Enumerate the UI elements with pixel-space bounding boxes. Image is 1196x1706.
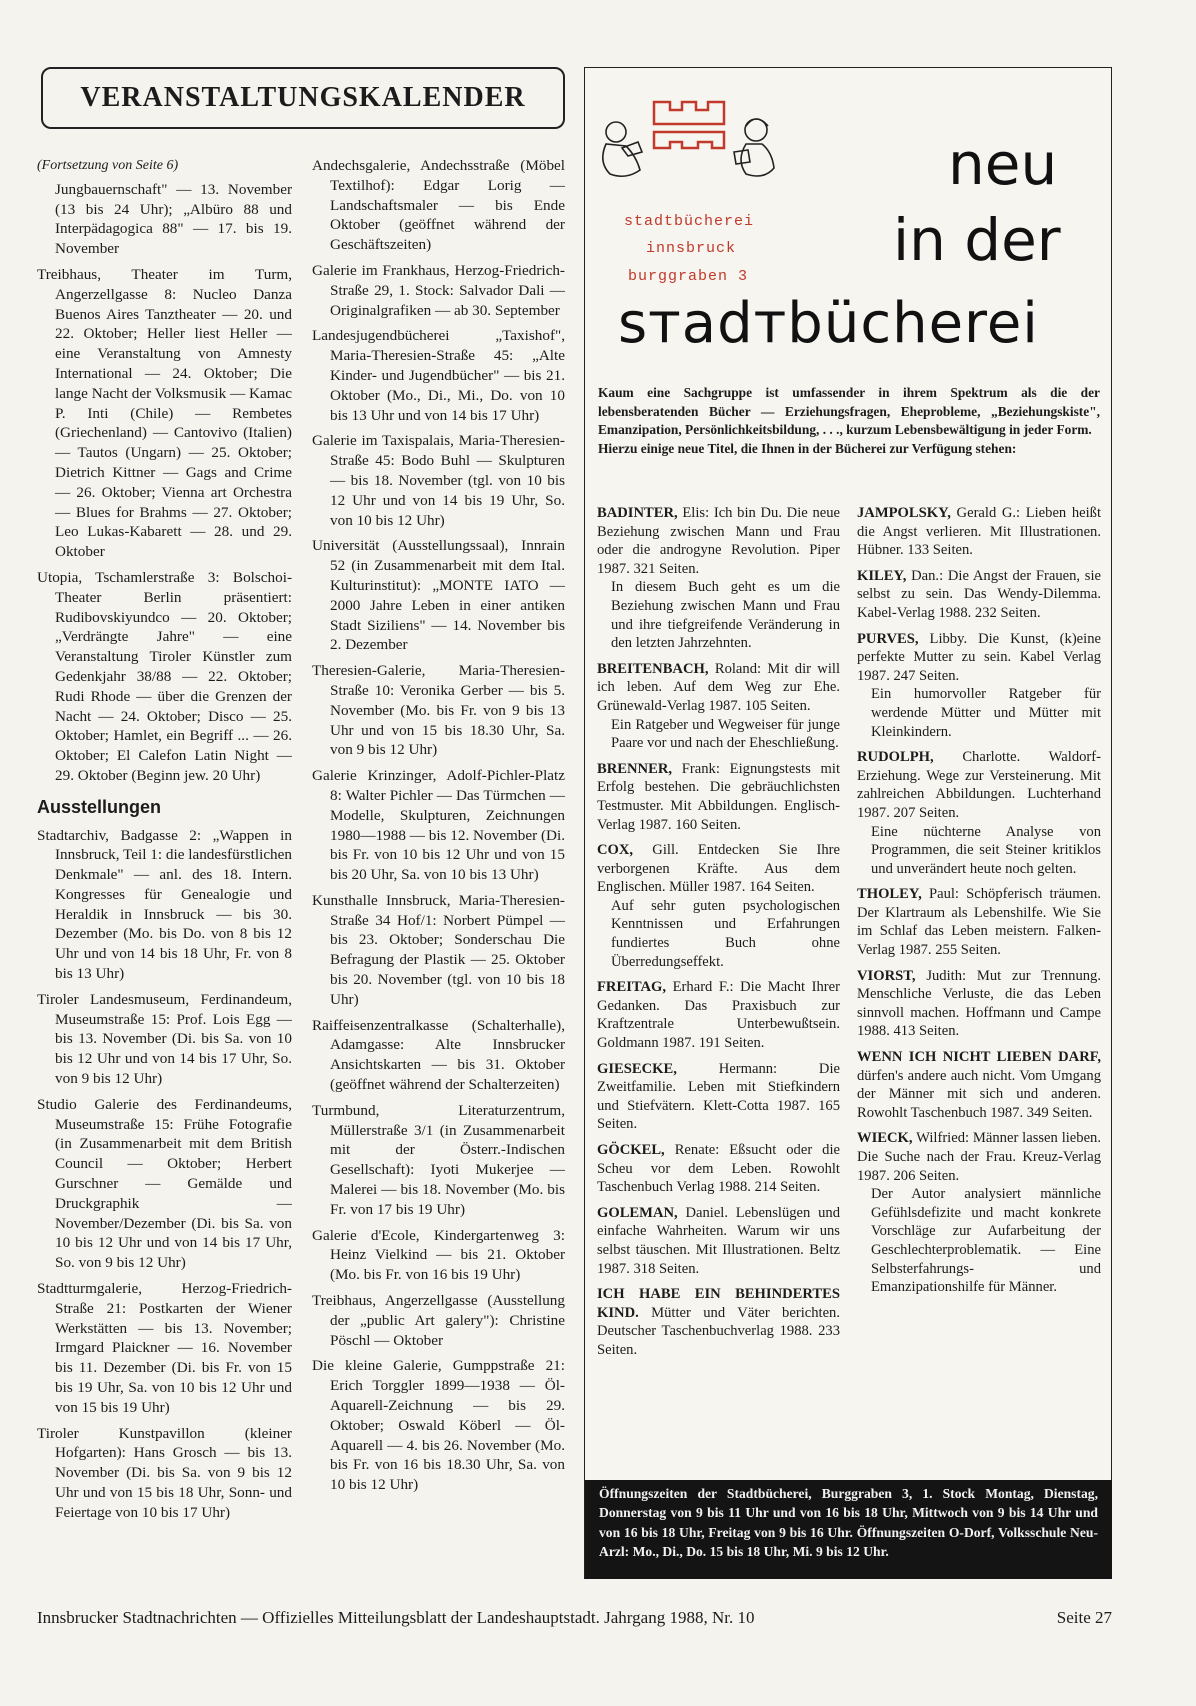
exhibition-entry: Kunsthalle Innsbruck, Maria-Theresien-Straße 34 Hof/1: Norbert Pümpel — bis 23. Oktober; Sonderschau Die Befragung der Plastik — 25. Oktober bis 20. November (tgl. von 10 bis 18 Uhr) — [312, 891, 565, 1008]
exhibition-entry: Tiroler Kunstpavillon (kleiner Hofgarten): Hans Grosch — bis 13. November (Di. bis Sa. von 9 bis 12 Uhr und von 15 bis 18 Uhr, Sonn- und Feiertage von 10 bis 17 Uhr) — [37, 1424, 292, 1521]
book-entry — [857, 630, 1101, 742]
book-details: Hermann: Die Zweitfamilie. Leben mit Stiefkindern und Stiefvätern. Klett-Cotta 1987. 165 Seiten. — [597, 1060, 840, 1133]
book-details: Renate: Eßsucht oder die Scheu vor dem Leben. Rowohlt Taschenbuch Verlag 1988. 214 Seiten. — [597, 1142, 840, 1196]
ad-intro-text-2: Hierzu einige neue Titel, die Ihnen in der Bücherei zur Verfügung stehen: — [598, 440, 1017, 456]
ad-intro-text: Kaum eine Sachgruppe ist umfassender in ihrem Spektrum als die der lebensberatenden Bücher — Erziehungsfragen, Eheprobleme, „Beziehungskiste", Emanzipation, Persönlichkeitsbildung, . . ., kurzum Lebensbewältigung in jeder Form. — [598, 385, 1100, 437]
exhibition-entry: Galerie im Taxispalais, Maria-Theresien-Straße 45: Bodo Buhl — Skulpturen — bis 18. November (tgl. von 10 bis 12 Uhr und von 14 bis 19 Uhr, So. von 10 bis 12 Uhr) — [312, 432, 565, 529]
calendar-entry: Jungbauernschaft" — 13. November (13 bis 24 Uhr); „Albüro 88 und Interpädagogica 88" — 17. bis 19. November — [55, 180, 292, 258]
castle-wall-icon — [654, 132, 724, 148]
book-entry — [597, 760, 840, 834]
book-details: Dan.: Die Angst der Frauen, sie selbst zu sein. Das Wendy-Dilemma. Kabel-Verlag 1988. 232 Seiten. — [857, 567, 1101, 621]
book-description: Ein Ratgeber und Wegweiser für junge Paare vor und nach der Eheschließung. — [611, 716, 840, 752]
ad-intro — [598, 384, 1100, 458]
book-author: VIORST, — [857, 967, 916, 984]
book-details: Gerald G.: Lieben heißt die Angst verlieren. Mit Illustrationen. Hübner. 133 Seiten. — [857, 505, 1101, 559]
book-author: FREITAG, — [597, 979, 667, 996]
reader-right-icon — [734, 119, 774, 176]
footer-page-number: Seite 27 — [1056, 1608, 1112, 1627]
book-entry — [597, 1285, 840, 1359]
exhibition-entry: Studio Galerie des Ferdinandeums, Museumstraße 15: Frühe Fotografie (in Zusammenarbeit mit dem British Council — Oktober; Herbert Gurschner — Gemälde und Druckgraphik — November/Dezember (Di. bis Sa. von 10 bis 12 Uhr und von 14 bis 17 Uhr, So. von 9 bis 12 Uhr) — [37, 1095, 292, 1272]
book-author: JAMPOLSKY, — [857, 505, 951, 521]
book-details: Daniel. Lebenslügen und einfache Wahrheiten. Warum wir uns selbst täuschen. Mit Illustrationen. Beltz 1987. 318 Seiten. — [597, 1204, 840, 1277]
calendar-column-2 — [312, 156, 565, 1501]
book-author: WENN ICH NICHT LIEBEN DARF, — [857, 1049, 1101, 1066]
exhibition-entry: Stadtturmgalerie, Herzog-Friedrich-Straße 21: Postkarten der Wiener Werkstätten — bis 13. November; Irmgard Plaickner — 16. November bis 11. Dezember (Di. bis Fr. von 15 bis 19 Uhr, Sa. von 10 bis 12 Uhr und von 15 bis 19 Uhr) — [37, 1280, 292, 1416]
book-author: GÖCKEL, — [597, 1142, 665, 1158]
book-details: Paul: Schöpferisch träumen. Der Klartraum als Lebenshilfe. Wie Sie im Schlaf das Leben meistern. Falken-Verlag 1987. 255 Seiten. — [857, 886, 1102, 959]
book-details: Judith: Mut zur Trennung. Menschliche Verluste, die das Leben sinnvoll machen. Hoffmann und Campe 1988. 413 Seiten. — [857, 967, 1101, 1040]
reader-left-icon — [603, 122, 642, 176]
book-entry — [857, 1048, 1101, 1122]
book-entry — [857, 567, 1101, 623]
exhibition-entry: Galerie d'Ecole, Kindergartenweg 3: Heinz Vielkind — bis 21. Oktober (Mo. bis Fr. von 16 bis 19 Uhr) — [312, 1226, 565, 1284]
book-author: COX, — [597, 842, 634, 859]
headline-neu: neu — [948, 130, 1058, 198]
book-details: Charlotte. Waldorf-Erziehung. Wege zur Versteinerung. Mit zahlreichen Abbildungen. Luchterhand 1987. 207 Seiten. — [857, 749, 1101, 821]
book-entry — [597, 1204, 840, 1278]
book-entry — [857, 504, 1101, 560]
library-name: stadtbücherei — [624, 213, 755, 230]
book-author: BADINTER, — [597, 505, 678, 521]
headline-stadtbuecherei: sтadтbücherei — [618, 291, 1039, 356]
book-author: ICH HABE EIN BEHINDERTES KIND. — [597, 1286, 840, 1321]
calendar-column-1 — [37, 156, 292, 1529]
calendar-entry: Treibhaus, Theater im Turm, Angerzellgasse 8: Nucleo Danza Buenos Aires Tanztheater — 20. und 22. Oktober; Heller liest Heller — eine Veranstaltung von Amnesty International — 24. Oktober; Die lange Nacht der Volksmusik — Kamac P. Inti (Chile) — Rembetes (Griechenland) — Cantovivo (Italien) — Tautos (Ungarn) — 25. Oktober; Dietrich Kittner — Gags and Crime — 26. Oktober; Vienna art Orchestra — Blues for Brahms — 27. Oktober; Leo Lukas-Kabarett — 28. und 29. Oktober — [37, 265, 292, 561]
section-heading-exhibitions: Ausstellungen — [37, 796, 162, 817]
castle-top-icon — [654, 102, 724, 124]
book-list-column-2 — [857, 504, 1101, 1304]
calendar-entry: Utopia, Tschamlerstraße 3: Bolschoi-Theater Berlin präsentiert: Rudibovskiyundco — 20. Oktober; „Verdrängte Jahre" — eine Veranstaltung Tiroler Künstler zum Gedenkjahr 38/88 — 22. Oktober; Rudi Rhode — über die Grenzen der Nacht — 24. Oktober; Disco — 25. Oktober; Hamlet, ein Begriff ... — 26. Oktober; El Calefon Latin Night — 29. Oktober (Beginn jew. 20 Uhr) — [37, 568, 292, 784]
book-details: Roland: Mit dir will ich leben. Auf dem Weg zur Ehe. Grünewald-Verlag 1987. 105 Seiten. — [597, 660, 841, 714]
book-details: Erhard F.: Die Macht Ihrer Gedanken. Das Praxisbuch zur Kraftzentrale Unterbewußtsein. Goldmann 1987. 191 Seiten. — [597, 979, 840, 1052]
calendar-title-box — [41, 67, 565, 129]
continuation-note: (Fortsetzung von Seite 6) — [37, 158, 179, 173]
exhibition-entry: Tiroler Landesmuseum, Ferdinandeum, Museumstraße 15: Prof. Lois Egg — bis 13. November (Di. bis Sa. von 10 bis 12 Uhr und von 14 bis 17 Uhr, So. von 9 bis 12 Uhr) — [37, 990, 292, 1088]
book-entry — [857, 967, 1101, 1041]
book-description: Ein humorvoller Ratgeber für werdende Mütter und Mütter mit Kleinkindern. — [871, 686, 1101, 740]
book-author: GIESECKE, — [597, 1060, 677, 1077]
exhibition-entry: Stadtarchiv, Badgasse 2: „Wappen in Innsbruck, Teil 1: die landesfürstlichen Denkmale" — anl. des 18. Intern. Kongresses für Genealogie und Heraldik in Innsbruck — bis 30. Dezember (Mo. bis Do. von 8 bis 12 Uhr und von 14 bis 18 Uhr, Fr. von 8 bis 13 Uhr) — [37, 826, 292, 983]
book-entry — [597, 504, 840, 653]
book-details: Mütter und Väter berichten. Deutscher Taschenbuchverlag 1988. 233 Seiten. — [597, 1304, 840, 1358]
library-street: burggraben 3 — [628, 268, 749, 285]
book-details: Elis: Ich bin Du. Die neue Beziehung zwischen Mann und Frau oder die androgyne Revolution. Piper 1987. 321 Seiten. — [597, 505, 840, 577]
exhibition-entry: Andechsgalerie, Andechsstraße (Möbel Textilhof): Edgar Lorig — Landschaftsmaler — bis Ende Oktober (geöffnet während der Geschäftszeiten) — [312, 157, 565, 254]
book-entry — [857, 748, 1101, 878]
calendar-title: VERANSTALTUNGSKALENDER — [80, 82, 526, 113]
book-description: Auf sehr guten psychologischen Kenntnissen und Erfahrungen fundiertes Buch ohne Überredungseffekt. — [611, 897, 840, 970]
footer-publication: Innsbrucker Stadtnachrichten — Offizielles Mitteilungsblatt der Landeshauptstadt. Jahrgang 1988, Nr. 10 — [37, 1608, 755, 1627]
book-description: Der Autor analysiert männliche Gefühlsdefizite und macht konkrete Vorschläge zur Aufarbeitung der Geschlechterproblematik. — Eine Selbsterfahrungs- und Emanzipationshilfe für Männer. — [871, 1186, 1101, 1296]
book-details: dürfen's andere auch nicht. Vom Umgang der Männer mit sich und anderen. Rowohlt Taschenbuch 1987. 349 Seiten. — [857, 1067, 1101, 1121]
exhibition-entry: Galerie Krinzinger, Adolf-Pichler-Platz 8: Walter Pichler — Das Türmchen — Modelle, Skulpturen, Zeichnungen 1980—1988 — bis 12. November (Di. bis Fr. von 10 bis 12 Uhr und von 15 bis 20 Uhr, Sa. von 10 bis 13 Uhr) — [312, 767, 565, 884]
book-details: Frank: Eignungstests mit Erfolg bestehen. Die gebräuchlichsten Testmuster. Mit Abbildungen. Englisch-Verlag 1987. 160 Seiten. — [597, 760, 840, 833]
book-details: Wilfried: Männer lassen lieben. Die Suche nach der Frau. Kreuz-Verlag 1987. 206 Seiten. — [857, 1130, 1102, 1184]
book-list-column-1 — [597, 504, 840, 1367]
exhibition-entry: Universität (Ausstellungssaal), Innrain 52 (in Zusammenarbeit mit dem Ital. Kulturinstitut): „MONTE IATO — 2000 Jahre Leben in einer antiken Stadt Siziliens" — 14. November bis 2. Dezember — [312, 537, 565, 654]
page-footer — [37, 1608, 1112, 1628]
exhibition-entry: Theresien-Galerie, Maria-Theresien-Straße 10: Veronika Gerber — bis 5. November (Mo. bis Fr. von 9 bis 13 Uhr und von 15 bis 18.30 Uhr, Sa. von 9 bis 12 Uhr) — [312, 662, 565, 759]
book-entry — [857, 1129, 1101, 1296]
exhibition-entry: Raiffeisenzentralkasse (Schalterhalle), Adamgasse: Alte Innsbrucker Ansichtskarten — bis 31. Oktober (geöffnet während der Schalterzeiten) — [312, 1016, 565, 1094]
book-entry — [597, 841, 840, 971]
headline-in-der: in der — [893, 206, 1061, 274]
book-author: RUDOLPH, — [857, 749, 934, 766]
book-author: KILEY, — [857, 567, 907, 584]
book-author: BRENNER, — [597, 760, 673, 777]
book-details: Gill. Entdecken Sie Ihre verborgenen Kräfte. Aus dem Englischen. Müller 1987. 164 Seiten. — [597, 842, 840, 896]
exhibition-entry: Galerie im Frankhaus, Herzog-Friedrich-Straße 29, 1. Stock: Salvador Dali — Originalgrafiken — ab 30. September — [312, 261, 565, 319]
book-details: Libby. Die Kunst, (k)eine perfekte Mutter zu sein. Kabel Verlag 1987. 247 Seiten. — [857, 630, 1101, 684]
book-entry — [597, 660, 840, 753]
exhibition-entry: Landesjugendbücherei „Taxishof", Maria-Theresien-Straße 45: „Alte Kinder- und Jugendbücher" — bis 21. Oktober (Mo., Di., Mi., Do. von 10 bis 13 Uhr und von 14 bis 17 Uhr) — [312, 327, 565, 424]
book-description: In diesem Buch geht es um die Beziehung zwischen Mann und Frau und ihre tiefgreifende Veränderung in den letzten Jahrzehnten. — [611, 579, 840, 652]
opening-hours-box: Öffnungszeiten der Stadtbücherei, Burggraben 3, 1. Stock Montag, Dienstag, Donnerstag von 9 bis 11 Uhr und von 16 bis 18 Uhr, Mittwoch von 9 bis 14 Uhr und von 16 bis 18 Uhr, Freitag von 9 bis 16 Uhr. Öffnungszeiten O-Dorf, Volksschule Neu-Arzl: Mo., Di., Do. 15 bis 18 Uhr, Mi. 9 bis 12 Uhr. — [585, 1480, 1112, 1579]
book-author: THOLEY, — [857, 886, 922, 903]
book-author: BREITENBACH, — [597, 660, 709, 677]
book-author: GOLEMAN, — [597, 1204, 678, 1221]
book-entry — [857, 885, 1101, 959]
book-author: WIECK, — [857, 1130, 913, 1147]
exhibition-entry: Die kleine Galerie, Gumppstraße 21: Erich Torggler 1899—1938 — Öl-Aquarell-Zeichnung — bis 29. Oktober; Oswald Köberl — Öl-Aquarell — 4. bis 26. November (Mo. bis Fr. von 16 bis 18.30 Uhr, Sa. von 10 bis 12 Uhr) — [312, 1357, 565, 1494]
exhibition-entry: Treibhaus, Angerzellgasse (Ausstellung der „public Art galery"): Christine Pöschl — Oktober — [312, 1292, 565, 1349]
book-entry — [597, 1141, 840, 1197]
library-logo — [596, 90, 778, 190]
exhibition-entry: Turmbund, Literaturzentrum, Müllerstraße 3/1 (in Zusammenarbeit mit der Österr.-Indischen Gesellschaft): Iyoti Mukerjee — Malerei — bis 18. November (Mo. bis Fr. von 17 bis 19 Uhr) — [312, 1101, 565, 1218]
book-entry — [597, 1060, 840, 1134]
book-description: Eine nüchterne Analyse von Programmen, die seit Steiner kritiklos und unverändert heute noch gelten. — [871, 823, 1101, 877]
book-entry — [597, 978, 840, 1052]
library-city: innsbruck — [646, 240, 737, 257]
book-author: PURVES, — [857, 630, 919, 647]
